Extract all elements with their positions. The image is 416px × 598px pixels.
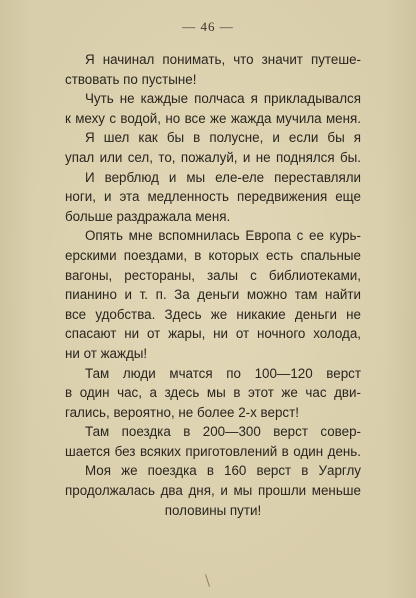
- text-line: спасают ни от жары, ни от ночного холода,: [65, 326, 361, 342]
- text-line: ствовать по пустыне!: [65, 71, 197, 87]
- text-line: пианино и т. п. За деньги можно там найти: [65, 287, 361, 303]
- text-line: ноги, и эта медленность передвижения еще: [65, 189, 361, 205]
- text-line: Там люди мчатся по 100—120 верст: [85, 365, 361, 381]
- paragraph-3: [65, 128, 361, 167]
- paragraph-2: [65, 89, 361, 128]
- text-line: вагоны, рестораны, залы с библиотеками,: [65, 267, 361, 283]
- text-line: Моя же поездка в 160 верст в Уарглу: [85, 463, 361, 479]
- text-line: половины пути!: [164, 502, 262, 518]
- text-line: в один час, а здесь мы в этот же час дви-: [65, 385, 361, 401]
- text-line: к меху с водой, но все же жажда мучила меня.: [65, 110, 361, 126]
- text-line: шается без всяких приготовлений в один день.: [65, 443, 361, 459]
- text-line: больше раздражала меня.: [65, 208, 231, 224]
- text-line: упал или сел, то, пожалуй, и не поднялся бы.: [65, 149, 361, 165]
- paragraph-1: [65, 50, 361, 89]
- text-line: продолжалась два дня, и мы прошли меньше: [65, 483, 361, 499]
- text-line: ерскими поездами, в которых есть спальные: [65, 247, 361, 263]
- page-number: — 46 —: [182, 19, 234, 34]
- text-line: Там поездка в 200—300 верст совер-: [85, 424, 361, 440]
- text-line: Чуть не каждые полчаса я прикладывался: [85, 91, 361, 107]
- paragraph-7: [65, 422, 361, 461]
- text-line: все удобства. Здесь же никакие деньги не: [65, 306, 361, 322]
- body-text: [65, 50, 361, 520]
- paragraph-4: [65, 168, 361, 227]
- text-line: гались, вероятно, не более 2-х верст!: [65, 404, 299, 420]
- paragraph-6: [65, 364, 361, 423]
- text-line: Я начинал понимать, что значит путеше-: [85, 52, 361, 67]
- text-line: И верблюд и мы еле-еле переставляли: [85, 169, 361, 185]
- text-line: Я шел как бы в полусне, и если бы я: [85, 130, 361, 146]
- paragraph-8: [65, 461, 361, 520]
- ink-mark: [205, 574, 210, 587]
- text-line: Опять мне вспомнилась Европа с ее курь-: [85, 228, 361, 244]
- text-line: ни от жажды!: [65, 345, 148, 361]
- paragraph-5: [65, 226, 361, 363]
